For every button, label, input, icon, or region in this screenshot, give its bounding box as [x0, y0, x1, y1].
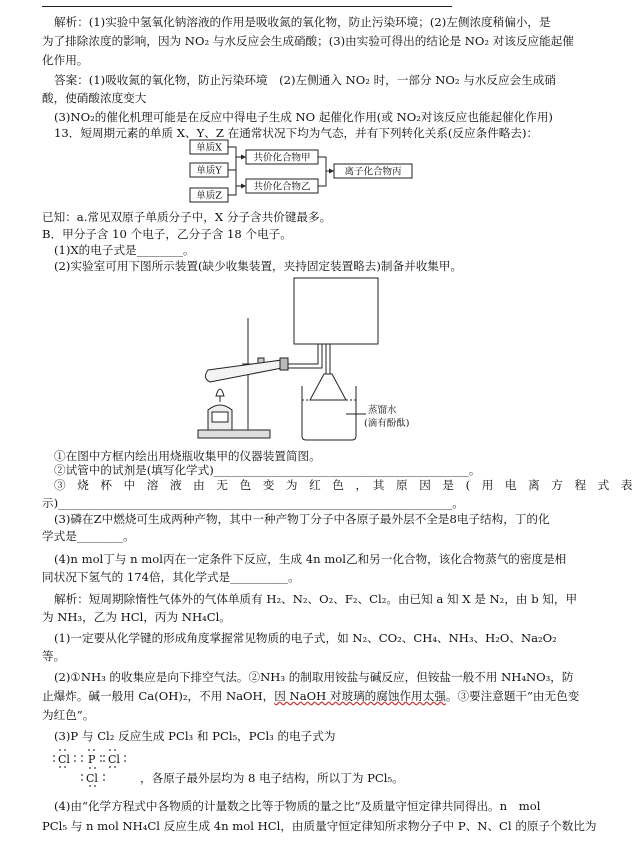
analysis-line: (2)①NH₃ 的收集应是向下排空气法。②NH₃ 的制取用铵盐与碱反应，但铵盐一般不用 NH₄NO₃，防	[54, 670, 574, 684]
subquestion-1: (1)X的电子式是________。	[54, 243, 195, 257]
lewis-cl-bottom: Cl	[86, 772, 98, 785]
answer-line: (3)NO₂的催化机理可能是在反应中得电子生成 NO 起催化作用(或 NO₂对该反应也能起催化作用)	[54, 110, 553, 124]
question-13-stem: 13．短周期元素的单质 X、Y、Z 在通常状况下均为气态，并有下列转化关系(反应条件略去)：	[54, 126, 539, 140]
ionic-bing-label: 离子化合物丙	[344, 166, 402, 178]
analysis-line: 为红色”。	[42, 708, 95, 722]
analysis-line: ，各原子最外层均为 8 电子结构，所以丁为 PCl₅。	[140, 771, 404, 785]
analysis-line: (4)由“化学方程式中各物质的计量数之比等于物质的量之比”及质量守恒定律共同得出。n mol	[54, 799, 541, 813]
analysis-line: (3)P 与 Cl₂ 反应生成 PCl₃ 和 PCl₅，PCl₃ 的电子式为	[54, 729, 336, 743]
unit-x-label: 单质X	[196, 142, 222, 154]
subquestion-2-1: ①在图中方框内绘出用烧瓶收集甲的仪器装置简图。	[54, 449, 321, 463]
given-a: 已知：a.常见双原子单质分子中，X 分子含共价键最多。	[42, 210, 332, 224]
analysis-line: 解析：短周期除惰性气体外的气体单质有 H₂、N₂、O₂、F₂、Cl₂。由已知 a 知 X 是 N₂，由 b 知，甲	[54, 592, 578, 606]
conversion-flow-diagram	[188, 138, 418, 206]
analysis-line: (1)一定要从化学键的形成角度掌握常见物质的电子式，如 N₂、CO₂、CH₄、NH₃、H₂O、Na₂O₂	[54, 631, 557, 645]
apparatus-figure	[196, 272, 446, 448]
collection-box	[294, 278, 378, 344]
beaker-label-line1: 蒸馏水	[368, 405, 397, 416]
compound-jia-label: 共价化合物甲	[253, 152, 311, 164]
unit-z-label: 单质Z	[196, 190, 222, 202]
pcl3-lewis-structure	[48, 744, 138, 788]
test-tube	[205, 360, 282, 382]
subquestion-3-cont: 学式是________。	[42, 529, 135, 543]
lewis-cl-right: Cl	[108, 753, 120, 766]
wavy-underlined-text: 因 NaOH 对玻璃的腐蚀作用太强	[274, 689, 446, 703]
analysis-line: 解析：(1)实验中氢氧化钠溶液的作用是吸收氮的氧化物，防止污染环境；(2)左侧浓度稍偏小，是	[54, 15, 551, 29]
analysis-text: 止爆炸。碱一般用 Ca(OH)₂，不用 NaOH，	[42, 689, 275, 703]
lewis-cl-left: Cl	[58, 753, 70, 766]
analysis-line: 等。	[42, 649, 66, 663]
inverted-funnel	[310, 374, 346, 400]
analysis-line: PCl₅ 与 n mol NH₄Cl 反应生成 4n mol HCl，由质量守恒定律知所求物分子中 P、N、Cl 的原子个数比为	[42, 819, 597, 833]
subquestion-4-cont: 同状况下氢气的 174倍，其化学式是__________。	[42, 570, 300, 584]
subquestion-2-3: ③ 烧 杯 中 溶 液 由 无 色 变 为 红 色 ， 其 原 因 是 ( 用 电 离 方 程 式 表	[54, 478, 632, 492]
analysis-line	[42, 688, 580, 704]
answer-blank-rule	[42, 6, 452, 7]
subquestion-4: (4)n mol丁与 n mol丙在一定条件下反应，生成 4n mol乙和另一化合物，该化合物蒸气的密度是相	[54, 552, 567, 566]
subquestion-2: (2)实验室可用下图所示装置(缺少收集装置，夹持固定装置略去)制备并收集甲。	[54, 259, 463, 273]
lewis-p-center: P	[88, 753, 96, 766]
stand-base	[198, 430, 270, 438]
subquestion-2-3-cont: 示)____________________________________________________________________。	[42, 496, 464, 510]
subquestion-3: (3)磷在Z中燃烧可生成两种产物，其中一种产物丁分子中各原子最外层不全是8电子结构，丁的化	[54, 512, 550, 526]
analysis-line: 为了排除浓度的影响，因为 NO₂ 与水反应会生成硝酸；(3)由实验可得出的结论是 NO₂ 对该反应能起催	[42, 34, 574, 48]
analysis-text: 。③要注意题干“由无色变	[445, 689, 580, 703]
subquestion-2-2: ②试管中的试剂是(填写化学式)____________________________________________。	[54, 463, 481, 477]
beaker-label-line2: (滴有酚酞)	[364, 418, 410, 429]
given-b: B．甲分子含 10 个电子，乙分子含 18 个电子。	[42, 227, 292, 241]
answer-line: 答案：(1)吸收氮的氧化物，防止污染环境 (2)左侧通入 NO₂ 时，一部分 NO₂ 与水反应会生成硝	[54, 73, 556, 87]
analysis-line: 化作用。	[42, 53, 89, 67]
analysis-line: 为 NH₃，乙为 HCl，丙为 NH₄Cl。	[42, 610, 231, 624]
compound-yi-label: 共价化合物乙	[253, 181, 311, 193]
answer-line: 酸，使硝酸浓度变大	[42, 91, 147, 105]
unit-y-label: 单质Y	[196, 165, 222, 177]
